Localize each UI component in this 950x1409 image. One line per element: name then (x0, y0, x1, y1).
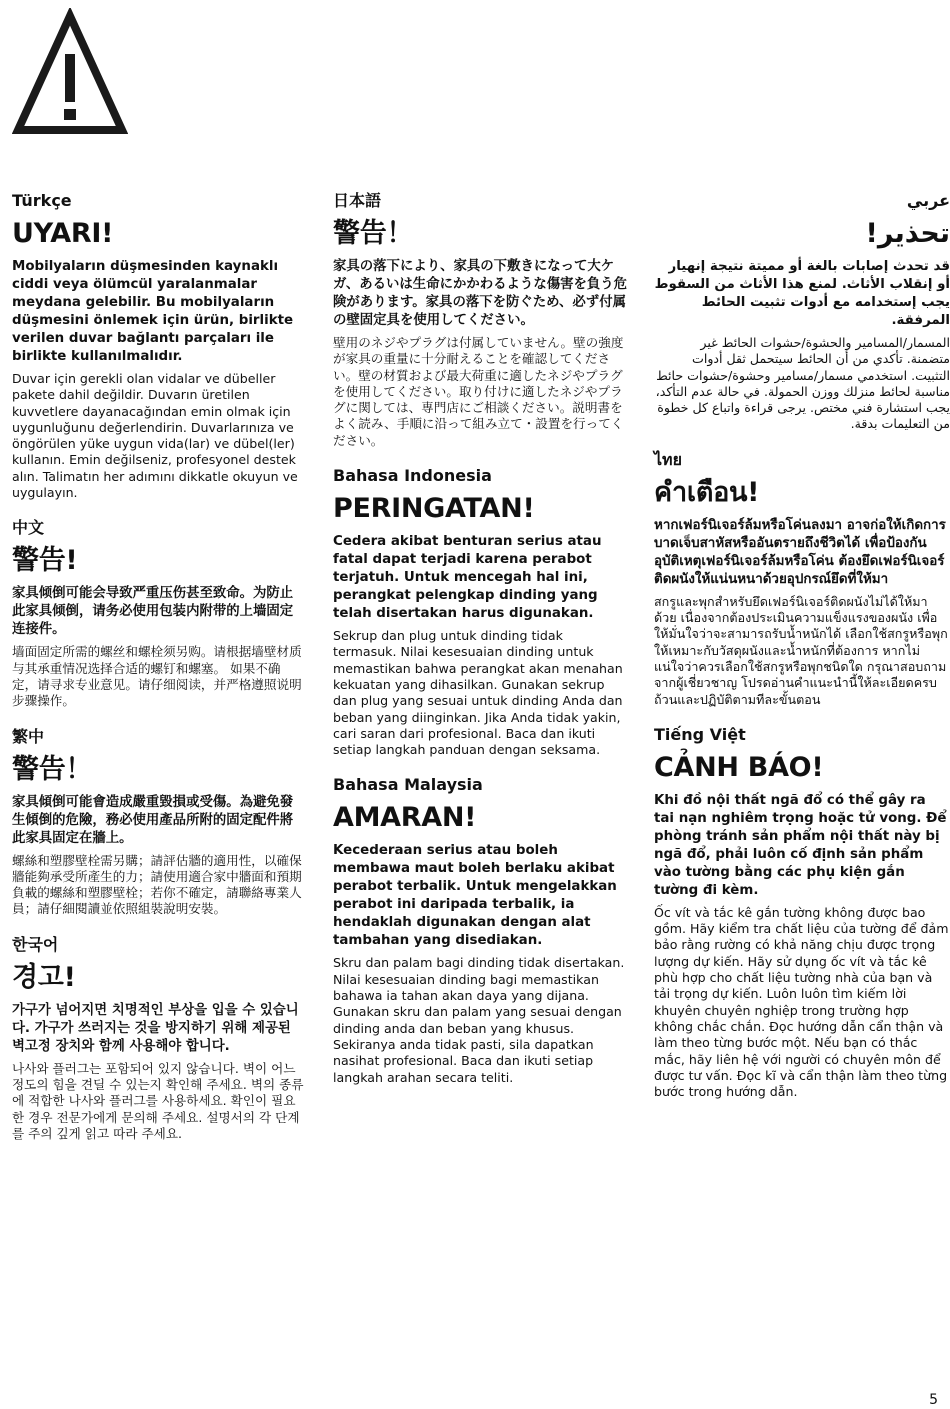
warning-title: AMARAN! (333, 802, 477, 834)
language-label: 中文 (12, 518, 45, 538)
language-label: Bahasa Indonesia (333, 466, 492, 486)
warning-lead: Khi đồ nội thất ngã đổ có thể gây ra tai nạn nghiêm trọng hoặc tử vong. Để phòng tránh sản phẩm nội thất này bị ngã đổ, phải luôn cố định sản phẩm vào tường bằng các phụ kiện gắn tường đi kèm. (654, 792, 947, 898)
section-indonesian (333, 465, 629, 758)
warning-title: คำเตือน! (654, 476, 760, 508)
language-label: 日本語 (333, 191, 382, 210)
warning-body: 나사와 플러그는 포함되어 있지 않습니다. 벽이 어느 정도의 힘을 견딜 수 있는지 확인해 주세요. 벽의 종류에 적합한 나사와 플러그를 사용하세요. 확인이 필요한 경우 전문가에게 문의해 주세요. 설명서의 각 단계를 주의 깊게 읽고 따라 주세요. (12, 1060, 304, 1141)
column-right (654, 190, 950, 1116)
warning-body: 墙面固定所需的螺丝和螺栓须另购。请根据墙壁材质与其承重情况选择合适的螺钉和螺塞。 如果不确定，请寻求专业意见。请仔细阅读，并严格遵照说明步骤操作。 (12, 644, 302, 709)
section-korean (12, 934, 304, 1142)
section-chinese-traditional (12, 726, 304, 918)
warning-lead: Mobilyaların düşmesinden kaynaklı ciddi veya ölümcül yaralanmalar meydana gelebilir. Bu mobilyaların düşmesini önlemek için ürün, birlikte verilen duvar bağlantı parçaları ile birlikte kullanılmalıdır. (12, 259, 294, 364)
language-label: Tiếng Việt (654, 724, 746, 744)
warning-lead: 家具の落下により、家具の下敷きになって大ケガ、あるいは生命にかかわるような傷害を負う危険があります。家具の落下を防ぐため、必ず付属の壁固定具を使用してください。 (333, 259, 628, 328)
section-chinese-simplified (12, 517, 304, 709)
warning-lead: قد تحدث إصابات بالغة أو مميتة نتيجة إنهيار أو إنقلاب الأثاث. لمنع هذا الأثاث من السقوط يجب إستخدامه مع أدوات تثبيت الحائط المرفقة. (654, 259, 950, 328)
warning-body: สกรูและพุกสำหรับยึดเฟอร์นิเจอร์ติดผนังไม่ได้ให้มาด้วย เนื่องจากต้องประเมินความแข็งแรงของผนัง เพื่อให้มั่นใจว่าจะสามารถรับน้ำหนักได้ เลือกใช้สกรูหรือพุกให้เหมาะกับวัสดุผนังและน้ำหนักที่ต้องการ หากไม่แน่ใจว่าควรเลือกใช้สกรูหรือพุกชนิดใด กรุณาสอบถามจากผู้เชี่ยวชาญ โปรดอ่านคำแนะนำนี้ให้ละเอียดครบถ้วนและปฏิบัติตามทีละขั้นตอน (654, 593, 948, 707)
warning-body: Duvar için gerekli olan vidalar ve dübeller pakete dahil değildir. Duvarın üretilen kuvvetlere dayanacağından emin olmak için uygunluğunu değerlendirin. Duvarlarınıza ve öngörülen yüke uygun vida(lar) ve dübel(ler) kullanın. Emin değilseniz, profesyonel destek alın. Talimatın her adımını dikkatle okuyun ve uygulayın. (12, 371, 298, 501)
language-label: عربي (906, 191, 950, 210)
warning-title: CẢNH BÁO! (654, 751, 824, 783)
warning-body: Sekrup dan plug untuk dinding tidak termasuk. Nilai kesesuaian dinding untuk memastikan bahwa perangkat akan menahan kekuatan yang dihasilkan. Gunakan sekrup dan plug yang sesuai untuk dinding Anda dan beban yang diinginkan. Jika Anda tidak yakin, cari saran dari profesional. Baca dan ikuti setiap langkah panduan dengan seksama. (333, 628, 623, 758)
warning-title: PERINGATAN! (333, 493, 535, 525)
warning-lead: 가구가 넘어지면 치명적인 부상을 입을 수 있습니다. 가구가 쓰러지는 것을 방지하기 위해 제공된 벽고정 장치와 함께 사용해야 합니다. (12, 1002, 299, 1054)
section-malay (333, 774, 629, 1085)
language-label: 한국어 (12, 934, 59, 954)
warning-lead: Kecederaan serius atau boleh membawa maut boleh berlaku akibat perabot terbalik. Untuk mengelakkan perabot ini daripada terbalik, ia hendaklah digunakan dengan alat tambahan yang disediakan. (333, 843, 617, 949)
warning-title: 警告！ (12, 753, 93, 785)
section-thai (654, 449, 950, 708)
language-label: Bahasa Malaysia (333, 775, 483, 795)
section-vietnamese (654, 724, 950, 1101)
warning-lead: หากเฟอร์นิเจอร์ล้มหรือโค่นลงมา อาจก่อให้เกิดการบาดเจ็บสาหัสหรืออันตรายถึงชีวิตได้ เพื่อป้องกันอุบัติเหตุเฟอร์นิเจอร์ล้มหรือโค่น ต้องยึดเฟอร์นิเจอร์ติดผนังให้แน่นหนาด้วยอุปกรณ์ยึดที่ให้มา (654, 517, 946, 587)
warning-title: UYARI! (12, 218, 114, 249)
warning-body: Skru dan palam bagi dinding tidak disertakan. Nilai kesesuaian dinding bagi memastikan bahawa ia tahan akan daya yang dijana. Gunakan skru dan palam yang sesuai dengan dinding anda dan beban yang khusus. Sekiranya anda tidak pasti, sila dapatkan nasihat profesional. Baca dan ikuti setiap langkah arahan secara teliti. (333, 955, 625, 1085)
warning-body: المسمار/المسامير والحشوة/حشوات الحائط غير متضمنة. تأكدي من أن الحائط سيتحمل ثقل أدوات التثبيت. استخدمي مسمار/مسامير وحشوة/حشوات حائط مناسبة لحائط منزلك ووزن الحمولة. في حالة عدم التأكد، يجب استشارة فني مختص. يرجى قراءة واتباع كل خطوة من التعليمات بدقة. (655, 335, 950, 432)
warning-title: 경고! (12, 961, 76, 993)
section-japanese (333, 190, 629, 449)
warning-lead: 家具倾倒可能会导致严重压伤甚至致命。为防止此家具倾倒，请务必使用包装内附带的上墙固定连接件。 (12, 586, 294, 638)
warning-body: Ốc vít và tắc kê gắn tường không được bao gồm. Hãy kiểm tra chất liệu của tường để đảm bảo rằng rường có khả năng chịu được trọng lượng dự kiến. Hãy sử dụng ốc vít và tắc kê phù hợp cho chất liệu tường nhà của bạn và tải trọng dự kiến. Luôn luôn tìm kiếm lời khuyên chuyên nghiệp trong trường hợp không chắc chắn. Đọc hướng dẫn cẩn thận và làm theo từng bước một. Nếu bạn có thắc mắc, hãy liên hệ với người có chuyên môn để được tư vấn. Đọc kĩ và cẩn thận làm theo từng bước trong hướng dẫn. (654, 904, 949, 1100)
warning-lead: Cedera akibat benturan serius atau fatal dapat terjadi karena perabot terjatuh. Untuk mencegah hal ini, perangkat pelengkap dinding yang telah disertakan harus digunakan. (333, 534, 602, 622)
warning-body: 螺絲和塑膠壁栓需另購；請評估牆的適用性，以確保牆能夠承受所產生的力；請使用適合家中牆面和預期負載的螺絲和塑膠壁栓；若你不確定，請聯絡專業人員；請仔細閱讀並依照組裝說明安裝。 (12, 852, 302, 917)
warning-title: 警告! (12, 545, 78, 577)
page-number: 5 (929, 1392, 938, 1408)
warning-title: 警告！ (333, 218, 414, 249)
language-label: Türkçe (12, 191, 72, 210)
section-arabic (654, 190, 950, 433)
language-label: 繁中 (12, 726, 45, 746)
warning-body: 壁用のネジやプラグは付属していません。壁の強度が家具の重量に十分耐えることを確認してください。壁の材質および最大荷重に適したネジやプラグを使用してください。取り付けに適したネジやプラグに関しては、専門店にご相談ください。説明書をよく読み、手順に沿って組み立て・設置を行ってください。 (333, 335, 624, 448)
column-left (12, 190, 304, 1158)
column-middle (333, 190, 629, 1102)
warning-lead: 家具傾倒可能會造成嚴重毀損或受傷。為避免發生傾倒的危險，務必使用產品所附的固定配件將此家具固定在牆上。 (12, 794, 294, 846)
language-label: ไทย (654, 449, 682, 469)
section-turkish (12, 190, 304, 501)
warning-triangle-icon (12, 8, 128, 136)
warning-title: تحذير! (865, 218, 950, 249)
